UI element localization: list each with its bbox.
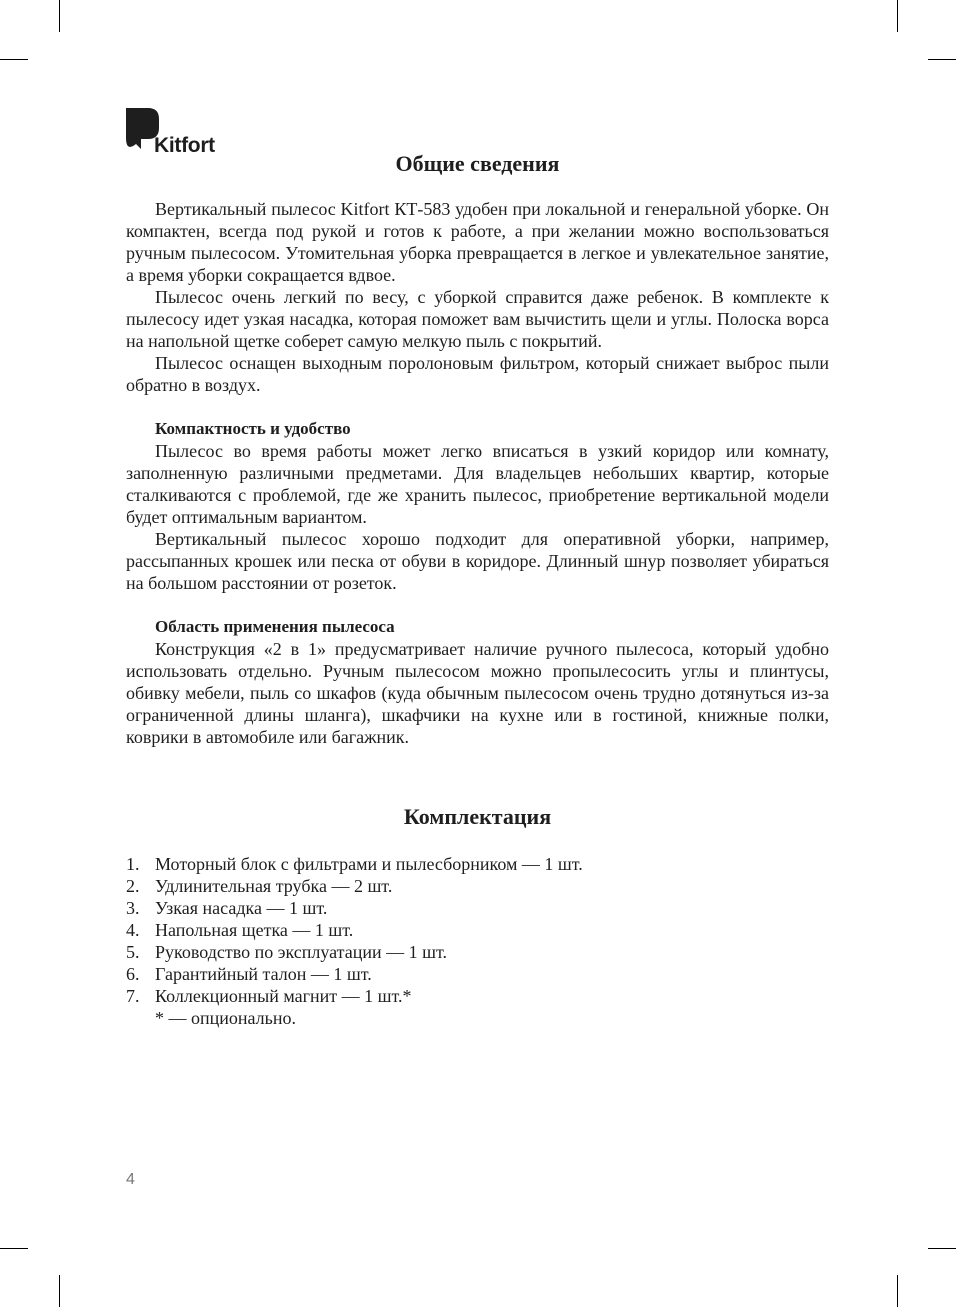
- list-item: 1. Моторный блок с фильтрами и пылесборником — 1 шт.: [126, 854, 583, 874]
- list-item: 7. Коллекционный магнит — 1 шт.*: [126, 986, 412, 1006]
- paragraph: Пылесос оснащен выходным поролоновым фильтром, который снижает выброс пыли обратно в воздух.: [126, 353, 829, 395]
- section-title-general: Общие сведения: [395, 151, 560, 176]
- paragraph: Конструкция «2 в 1» предусматривает наличие ручного пылесоса, который удобно использовать отдельно. Ручным пылесосом можно пропылесосить углы и плинтусы, обивку мебели, пыль со шкафов (куда обычным пылесосом очень трудно дотянуться из-за ограниченной длины шланга), шкафчики на кухне или в гостиной, книжные полки, коврики в автомобиле или багажник.: [126, 639, 829, 747]
- footnote: * — опционально.: [155, 1008, 297, 1028]
- list-item: 2. Удлинительная трубка — 2 шт.: [126, 876, 393, 896]
- brand-name: Kitfort: [154, 134, 215, 157]
- crop-mark: [897, 1275, 898, 1307]
- paragraph: Вертикальный пылесос Kitfort КТ-583 удобен при локальной и генеральной уборке. Он компактен, всегда под рукой и готов к работе, а при желании можно воспользоваться ручным пылесосом. Утомительная уборка превращается в легкое и увлекательное занятие, а время уборки сокращается вдвое.: [126, 199, 829, 285]
- list-item: 4. Напольная щетка — 1 шт.: [126, 920, 354, 940]
- subsection-heading-compactness: Компактность и удобство: [155, 419, 351, 438]
- list-item: 3. Узкая насадка — 1 шт.: [126, 898, 328, 918]
- crop-mark: [0, 1248, 28, 1249]
- crop-mark: [928, 59, 956, 60]
- subsection-heading-usage: Область применения пылесоса: [155, 617, 395, 636]
- paragraph: Пылесос очень легкий по весу, с уборкой справится даже ребенок. В комплекте к пылесосу идет узкая насадка, которая поможет вам вычистить щели и углы. Полоска ворса на напольной щетке соберет самую мелкую пыль с покрытий.: [126, 287, 829, 351]
- page-number: 4: [126, 1171, 135, 1188]
- crop-mark: [59, 1275, 60, 1307]
- crop-mark: [897, 0, 898, 32]
- crop-mark: [59, 0, 60, 32]
- paragraph: Вертикальный пылесос хорошо подходит для оперативной уборки, например, рассыпанных крошек или песка от обуви в коридоре. Длинный шнур позволяет убираться на большом расстоянии от розеток.: [126, 529, 829, 593]
- list-item: 5. Руководство по эксплуатации — 1 шт.: [126, 942, 447, 962]
- package-contents-list: [126, 853, 829, 1007]
- crop-mark: [0, 59, 28, 60]
- section-title-contents: Комплектация: [403, 804, 552, 829]
- page-content: [126, 150, 829, 1029]
- list-item: 6. Гарантийный талон — 1 шт.: [126, 964, 372, 984]
- paragraph: Пылесос во время работы может легко вписаться в узкий коридор или комнату, заполненную различными предметами. Для владельцев небольших квартир, которые сталкиваются с проблемой, где же хранить пылесос, приобретение вертикальной модели будет оптимальным вариантом.: [126, 441, 829, 527]
- crop-mark: [928, 1248, 956, 1249]
